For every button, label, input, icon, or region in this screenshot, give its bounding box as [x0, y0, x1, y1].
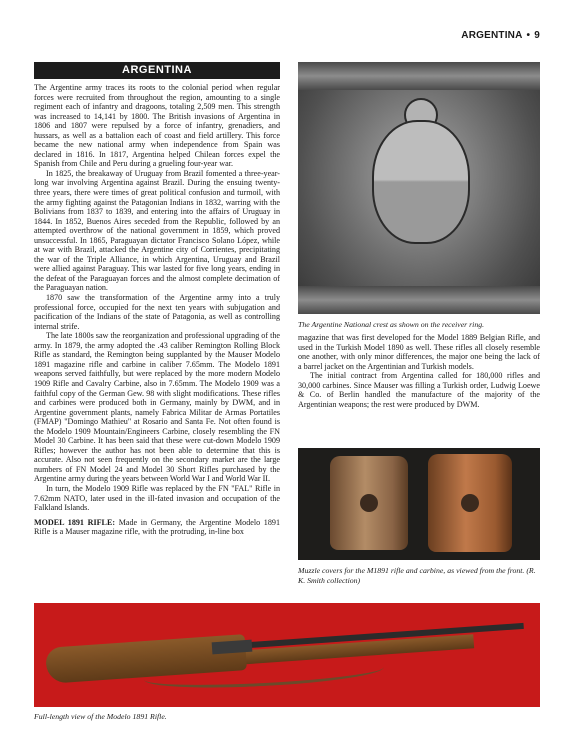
model-text: Made in Germany, the Argentine Modelo 1891 Rifle is a Mauser magazine rifle, with the protruding, in-line box — [34, 517, 280, 537]
muzzle-cover-carbine-icon — [428, 454, 512, 552]
paragraph: In turn, the Modelo 1909 Rifle was replaced by the FN "FAL" Rifle in 7.62mm NATO, later used in the ill-fated invasion and occupation of the Falkland Islands. — [34, 483, 280, 513]
right-column — [298, 333, 540, 409]
paragraph: 1870 saw the transformation of the Argentine army into a truly professional force, occupied for the next ten years with subjugation and pacification of the Indians of the state of Patagonia, as well as controlling internal strife. — [34, 293, 280, 331]
running-header — [461, 30, 540, 41]
receiver-ring-top — [298, 62, 540, 90]
paragraph: magazine that was first developed for the Model 1889 Belgian Rifle, and used in the Turkish Model 1890 as well. These rifles all closely resemble one another, with only minor differences, the major one being the lack of a barrel jacket on the Argentinian and Turkish models. — [298, 333, 540, 371]
header-separator: • — [526, 30, 531, 41]
paragraph: The late 1800s saw the reorganization and professional upgrading of the army. In 1879, the army adopted the .43 caliber Remington Rolling Block Rifle as standard, the Remington being supplanted by the Mauser Modelo 1891 magazine rifle and carbine in caliber 7.65mm. The Modelo 1891 weapons served faithfully, but were replaced by the more modern Modelo 1909 Rifle and Cavalry Carbine, also in 7.65mm. The Modelo 1909 was a faithful copy of the German Gew. 98 with slight modifications. These rifles and carbines were produced both in Germany, mainly by DWM, and in Argentine government plants, namely Fabrica Militar de Armas Portatiles (FMAP) "Domingo Mathieu" at Rosario and Santa Fe. Not often found is the Modelo 1909 Mountain/Engineers Carbine, closely resembling the FN Model 30 Carbine. It has been said that these were cut-down Modelo 1909 Rifles; however the author has not been able to determine that this is accurate. Also not seen frequently on the secondary market are the large numbers of FN Model 24 and Model 30 Short Rifles purchased by the Argentine army during the years between World War I and World War II. — [34, 331, 280, 484]
rifle-caption: Full-length view of the Modelo 1891 Rifle. — [34, 712, 167, 721]
crest-caption: The Argentine National crest as shown on the receiver ring. — [298, 320, 485, 329]
section-title: ARGENTINA — [34, 62, 280, 79]
page-number: 9 — [534, 30, 540, 41]
crest-photo — [298, 62, 540, 314]
argentine-crest-icon — [372, 120, 470, 244]
muzzle-cover-rifle-icon — [330, 456, 408, 550]
header-section: ARGENTINA — [461, 30, 523, 41]
paragraph: The Argentine army traces its roots to the colonial period when regular forces were recruited from throughout the region, amounting to a single regiment each of infantry and dragoons, totaling 2,509 men. This strength was increased to 14,141 by 1800. The British invasions of Argentina in 1806 and 1807 were repulsed by a force of infantry, grenadiers, and hussars, as well as a battalion each of coast and field artillery. This force became the new national army when independence from Spain was declared in 1816. In 1817, Argentina helped Chilean forces expel the Spanish from Chile and Peru during a grueling four-year war. — [34, 83, 280, 169]
paragraph: In 1825, the breakaway of Uruguay from Brazil fomented a three-year-long war involving Argentina against Brazil. During the ensuing twenty-three years, there were times of great political confusion and turmoil, with the army fighting against the Patagonian Indians in 1832, warring with the Bolivians from 1837 to 1839, and entering into the affairs of Uruguay in 1844. In 1852, Buenos Aires seceded from the Republic, followed by an attempted overthrow of the national government in 1859, which proved unsuccessful. In 1865, Paraguayan dictator Francisco Solano López, while at war with Brazil, attacked the Argentine city of Corrientes, precipitating the war of the Triple Alliance, in which Argentina, Uruguay and Brazil were allied against Paraguay. This war lasted for five long years, ending in the defeat of the Paraguayan forces and the almost complete decimation of the Paraguayan nation. — [34, 168, 280, 293]
rifle-photo — [34, 603, 540, 707]
paragraph: The initial contract from Argentina called for 180,000 rifles and 30,000 carbines. Since Mauser was filling a Turkish order, Ludwig Loewe & Co. of Berlin handled the manufacture of the majority of the Argentinian weapons; the rest were produced by DWM. — [298, 371, 540, 409]
covers-caption: Muzzle covers for the M1891 rifle and carbine, as viewed from the front. (R. K. Smith collection) — [298, 566, 536, 585]
model-heading: MODEL 1891 RIFLE: — [34, 517, 116, 527]
muzzle-covers-photo — [298, 448, 540, 560]
left-column — [34, 83, 280, 537]
receiver-ring-bottom — [298, 286, 540, 314]
model-1891-paragraph — [34, 518, 280, 537]
